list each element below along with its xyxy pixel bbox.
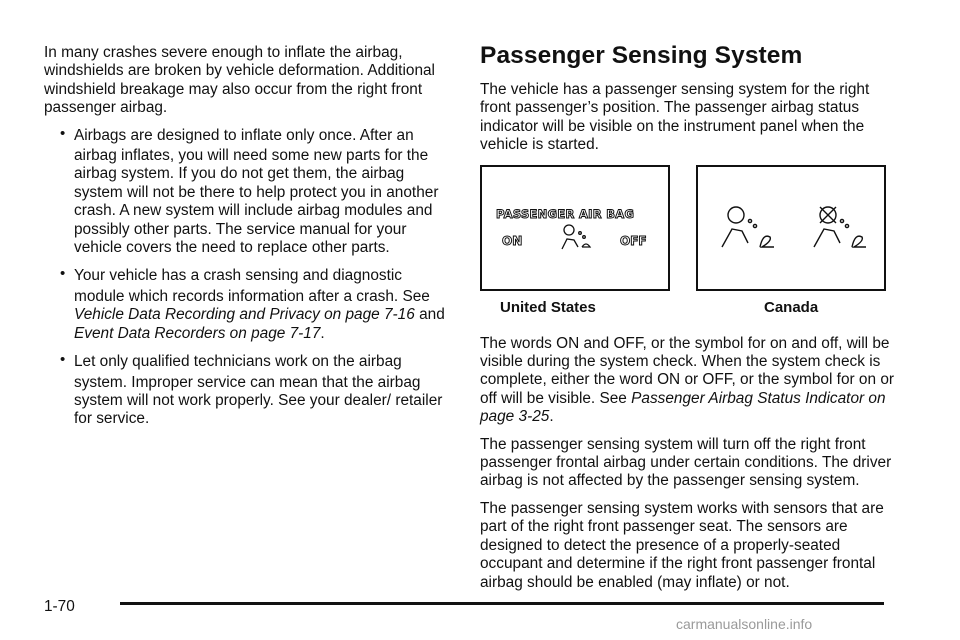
footer-rule [120, 602, 884, 605]
airbag-on-symbol-icon [722, 207, 774, 247]
passenger-airbag-label: PASSENGER AIR BAG [496, 206, 635, 221]
xref-vehicle-data-recording[interactable]: Vehicle Data Recording and Privacy on page 7-16 [74, 306, 415, 324]
bullet-first-line: Let only qualified technicians work on the airbag [74, 353, 402, 371]
sensors-paragraph: The passenger sensing system works with sensors that are part of the right front passenger seat. The sensors are designed to detect the presence of a properly-seated occupant and determine if the right front passenger frontal airbag should be enabled (may inflate) or not. [480, 499, 884, 591]
bullet-icon: • [60, 124, 66, 142]
bullet-icon: • [60, 351, 66, 369]
bullet-item-inflate-once [44, 124, 452, 258]
turn-off-paragraph: The passenger sensing system will turn off the right front passenger frontal airbag under certain conditions. The driver airbag is not affected by the passenger sensing system. [480, 435, 892, 490]
system-check-text: The words ON and OFF, or the symbol for on and off, will be visible during the system check. When the system check is complete, either the word ON or OFF, or the symbol for on or off will be visible. See [480, 334, 894, 407]
xref-event-data-recorders[interactable]: Event Data Recorders on page 7-17 [74, 324, 321, 342]
period: . [549, 408, 554, 426]
canada-indicator-figure [696, 165, 886, 291]
airbag-off-symbol-icon [814, 207, 866, 247]
on-label: ON [502, 233, 523, 248]
section-heading: Passenger Sensing System [480, 42, 803, 69]
bullet-item-crash-module [44, 267, 452, 343]
indicator-figures [480, 165, 900, 329]
us-figure-caption: United States [500, 298, 596, 316]
bullet-first-line: Airbags are designed to inflate only once. After an [74, 126, 414, 144]
bullet-text: airbag inflates, you will need some new parts for the airbag system. If you do not get them, the airbag system will not be there to help protect you in another crash. A new system will include airbag modules and possibly other parts. The service manual for your vehicle covers the need to replace other parts. [74, 147, 439, 257]
canada-figure-caption: Canada [764, 298, 819, 316]
system-check-paragraph [480, 335, 900, 427]
off-label: OFF [620, 233, 647, 248]
us-indicator-illustration [482, 167, 668, 289]
us-indicator-figure [480, 165, 670, 291]
intro-paragraph: In many crashes severe enough to inflate the airbag, windshields are broken by vehicle deformation. Additional windshield breakage may also occur from the right front passenger airbag. [44, 44, 435, 117]
bullet-first-line: Your vehicle has a crash sensing and diagnostic [74, 267, 402, 285]
left-column [44, 44, 452, 439]
section-intro: The vehicle has a passenger sensing system for the right front passenger’s position. The passenger airbag status indicator will be visible on the instrument panel when the vehicle is started. [480, 81, 870, 154]
right-column [480, 44, 900, 601]
bullet-list [44, 124, 452, 429]
bullet-text: system. Improper service can mean that the airbag system will not work properly. See your dealer/ retailer for service. [74, 373, 443, 428]
and-word: and [419, 306, 445, 324]
page-number: 1-70 [44, 598, 75, 615]
bullet-text: module which records information after a crash. See [74, 287, 430, 305]
period: . [320, 324, 325, 342]
watermark: carmanualsonline.info [676, 616, 813, 632]
passenger-airbag-icon [562, 225, 590, 249]
bullet-item-qualified-technicians [44, 353, 452, 429]
xref-airbag-status-indicator[interactable]: Passenger Airbag Status Indicator on page 3-25 [480, 389, 886, 426]
canada-indicator-illustration [698, 167, 884, 289]
bullet-icon: • [60, 265, 66, 283]
